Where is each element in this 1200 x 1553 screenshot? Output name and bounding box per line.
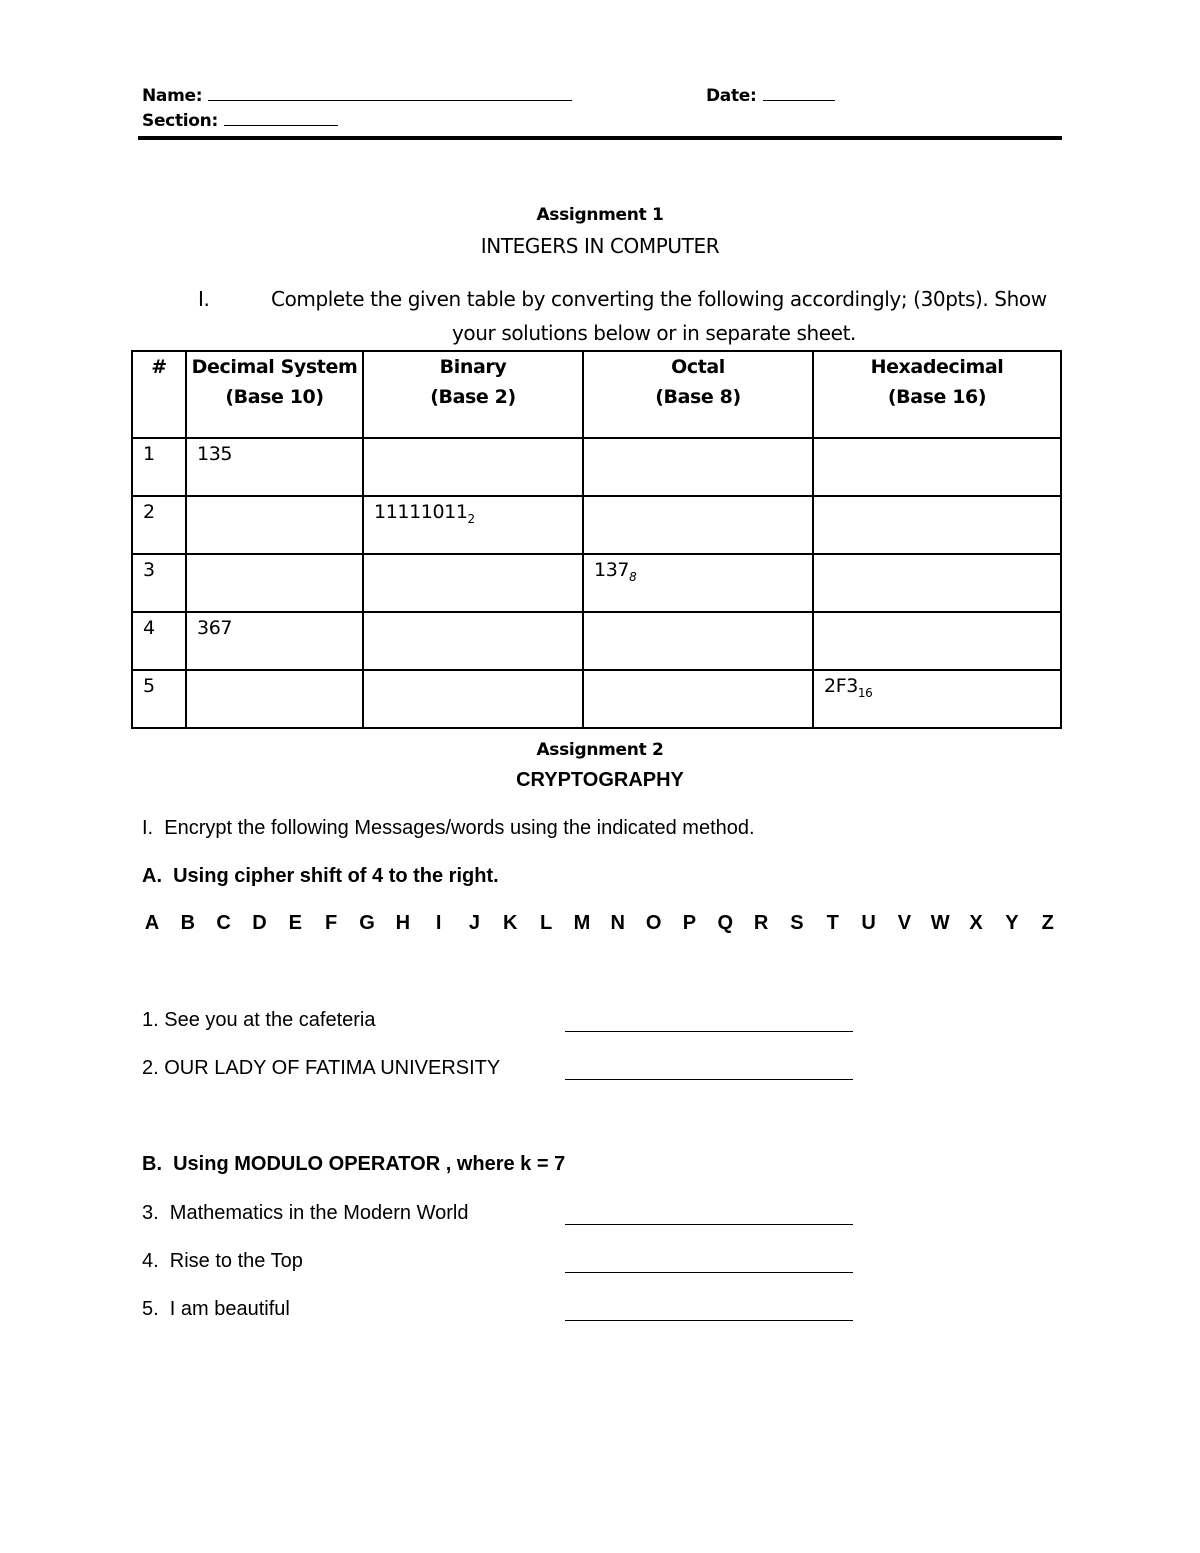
question-2: 2. OUR LADY OF FATIMA UNIVERSITY bbox=[142, 1057, 501, 1079]
assignment1-label: Assignment 1 bbox=[536, 205, 664, 225]
question-3: 3. Mathematics in the Modern World bbox=[142, 1202, 469, 1224]
binary-cell[interactable] bbox=[363, 670, 583, 728]
hex-value: 2F3 bbox=[824, 675, 858, 697]
alphabet-letter: T bbox=[826, 912, 839, 934]
decimal-value: 135 bbox=[197, 443, 233, 465]
alphabet-letter: P bbox=[682, 912, 697, 934]
header-hex bbox=[813, 351, 1061, 438]
row-number: 4 bbox=[132, 612, 186, 670]
name-blank[interactable] bbox=[208, 84, 572, 101]
alphabet-letter: X bbox=[969, 912, 983, 934]
header-binary-label: Binary bbox=[439, 356, 507, 378]
date-field[interactable] bbox=[706, 84, 835, 106]
hex-cell[interactable] bbox=[813, 670, 1061, 728]
alphabet-letter: C bbox=[216, 912, 231, 934]
answer-4-blank[interactable] bbox=[565, 1271, 853, 1273]
question-5: 5. I am beautiful bbox=[142, 1298, 290, 1320]
answer-3-blank[interactable] bbox=[565, 1223, 853, 1225]
header-octal-base: (Base 8) bbox=[655, 386, 741, 408]
alphabet-letter: Q bbox=[717, 912, 734, 934]
binary-value: 11111011 bbox=[374, 501, 468, 523]
header-number-label: # bbox=[151, 356, 167, 378]
alphabet-letter: Y bbox=[1005, 912, 1019, 934]
header-hex-base: (Base 16) bbox=[887, 386, 987, 408]
part-b-heading: B. Using MODULO OPERATOR , where k = 7 bbox=[142, 1153, 566, 1175]
header-binary bbox=[363, 351, 583, 438]
header-divider bbox=[138, 136, 1062, 140]
header-decimal-label: Decimal System bbox=[191, 356, 358, 378]
header-hex-label: Hexadecimal bbox=[870, 356, 1004, 378]
decimal-cell[interactable] bbox=[186, 554, 363, 612]
instruction-line1: Complete the given table by converting the following accordingly; (30pts). Show bbox=[271, 287, 1047, 311]
alphabet-letter: R bbox=[753, 912, 769, 934]
header-decimal bbox=[186, 351, 363, 438]
decimal-cell[interactable] bbox=[186, 670, 363, 728]
table-row bbox=[132, 612, 1061, 670]
hex-cell[interactable] bbox=[813, 438, 1061, 496]
octal-cell[interactable] bbox=[583, 670, 813, 728]
alphabet-letter: I bbox=[435, 912, 442, 934]
octal-cell[interactable] bbox=[583, 612, 813, 670]
alphabet-letter: G bbox=[359, 912, 375, 934]
alphabet-letter: D bbox=[252, 912, 267, 934]
alphabet-letter: U bbox=[861, 912, 876, 934]
alphabet-letter: A bbox=[144, 912, 160, 934]
assignment2-label: Assignment 2 bbox=[536, 740, 664, 760]
table-row bbox=[132, 670, 1061, 728]
instruction-line2: your solutions below or in separate sheet. bbox=[452, 321, 856, 345]
octal-cell[interactable] bbox=[583, 438, 813, 496]
header-decimal-base: (Base 10) bbox=[225, 386, 324, 408]
assignment2-title: CRYPTOGRAPHY bbox=[516, 769, 684, 791]
table-row bbox=[132, 496, 1061, 554]
binary-cell[interactable] bbox=[363, 496, 583, 554]
alphabet-letter: S bbox=[790, 912, 804, 934]
header-octal bbox=[583, 351, 813, 438]
date-blank[interactable] bbox=[763, 84, 835, 101]
header-octal-label: Octal bbox=[671, 356, 725, 378]
decimal-cell[interactable] bbox=[186, 496, 363, 554]
binary-cell[interactable] bbox=[363, 612, 583, 670]
octal-cell[interactable] bbox=[583, 496, 813, 554]
alphabet-letter: W bbox=[930, 912, 950, 934]
question-1: 1. See you at the cafeteria bbox=[142, 1009, 376, 1031]
conversion-table bbox=[131, 350, 1062, 729]
octal-value: 137 bbox=[594, 559, 630, 581]
hex-cell[interactable] bbox=[813, 554, 1061, 612]
alphabet-letter: V bbox=[897, 912, 912, 934]
name-label: Name: bbox=[142, 86, 203, 106]
assignment1-title: INTEGERS IN COMPUTER bbox=[480, 234, 720, 258]
hex-cell[interactable] bbox=[813, 612, 1061, 670]
row-number: 1 bbox=[132, 438, 186, 496]
answer-1-blank[interactable] bbox=[565, 1030, 853, 1032]
hex-base: 16 bbox=[857, 685, 873, 700]
alphabet-letter: J bbox=[468, 912, 481, 934]
binary-cell[interactable] bbox=[363, 438, 583, 496]
table-row bbox=[132, 554, 1061, 612]
row-number: 2 bbox=[132, 496, 186, 554]
header-number bbox=[132, 351, 186, 438]
decimal-cell[interactable] bbox=[186, 612, 363, 670]
table-header-row bbox=[132, 351, 1061, 438]
alphabet-row bbox=[142, 912, 1058, 935]
alphabet-letter: K bbox=[503, 912, 518, 934]
part-a-heading: A. Using cipher shift of 4 to the right. bbox=[142, 865, 499, 887]
binary-cell[interactable] bbox=[363, 554, 583, 612]
alphabet-letter: E bbox=[288, 912, 302, 934]
question-4: 4. Rise to the Top bbox=[142, 1250, 303, 1272]
alphabet-letter: N bbox=[610, 912, 625, 934]
row-number: 3 bbox=[132, 554, 186, 612]
section-blank[interactable] bbox=[224, 109, 338, 126]
hex-cell[interactable] bbox=[813, 496, 1061, 554]
alphabet-letter: H bbox=[395, 912, 411, 934]
alphabet-letter: B bbox=[180, 912, 196, 934]
octal-base: 8 bbox=[629, 569, 637, 584]
date-label: Date: bbox=[706, 86, 757, 106]
alphabet-letter: L bbox=[540, 912, 553, 934]
alphabet-letter: M bbox=[573, 912, 591, 934]
answer-5-blank[interactable] bbox=[565, 1319, 853, 1321]
decimal-cell[interactable] bbox=[186, 438, 363, 496]
decimal-value: 367 bbox=[197, 617, 233, 639]
binary-base: 2 bbox=[467, 511, 475, 526]
row-number: 5 bbox=[132, 670, 186, 728]
name-field[interactable] bbox=[142, 84, 572, 106]
instruction-number: I. bbox=[198, 287, 210, 311]
alphabet-letter: F bbox=[325, 912, 338, 934]
section-field[interactable] bbox=[142, 109, 338, 131]
octal-cell[interactable] bbox=[583, 554, 813, 612]
header-binary-base: (Base 2) bbox=[430, 386, 516, 408]
alphabet-letter: Z bbox=[1041, 912, 1054, 934]
answer-2-blank[interactable] bbox=[565, 1078, 853, 1080]
section-label: Section: bbox=[142, 111, 218, 131]
table-row bbox=[132, 438, 1061, 496]
alphabet-letter: O bbox=[645, 912, 662, 934]
encrypt-instruction: I. Encrypt the following Messages/words using the indicated method. bbox=[142, 817, 755, 839]
